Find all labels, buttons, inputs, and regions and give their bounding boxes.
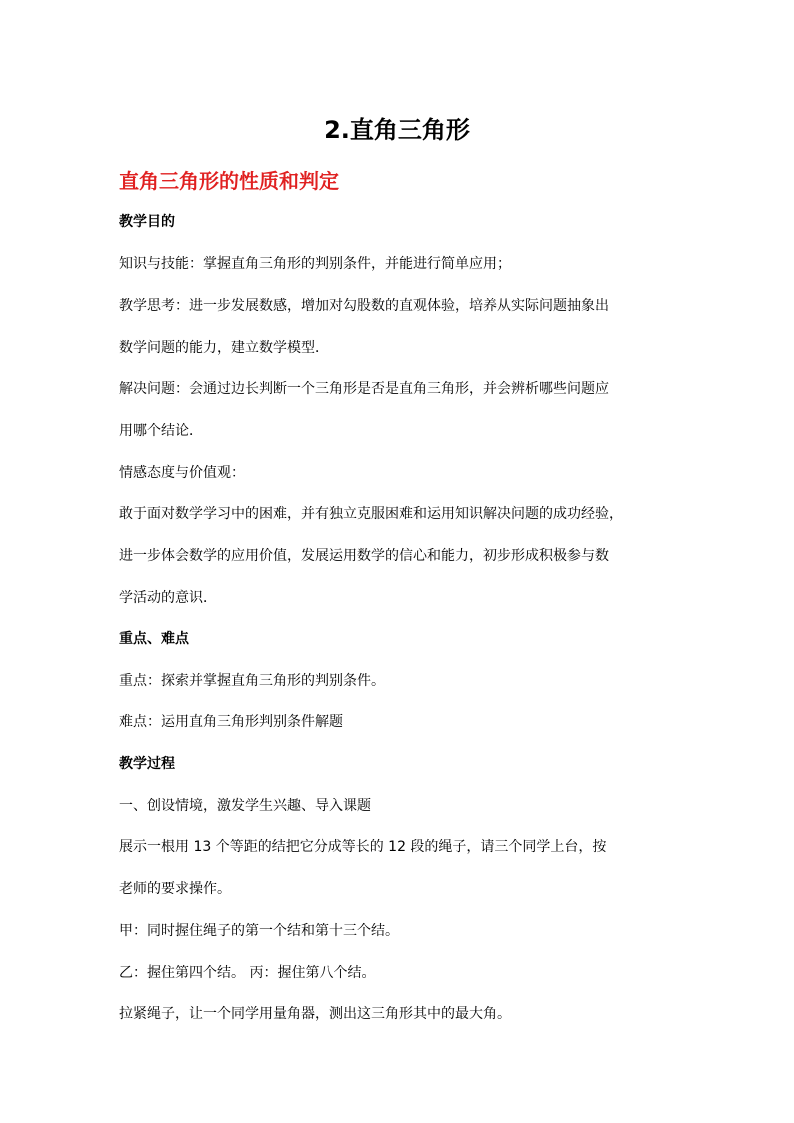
- paragraph-emotion-line3: 学活动的意识．: [119, 590, 217, 606]
- document-title: 2.直角三角形: [324, 116, 470, 144]
- paragraph-process-pull: 拉紧绳子，让一个同学用量角器，测出这三角形其中的最大角。: [119, 1006, 511, 1022]
- paragraph-thinking-line1: 教学思考：进一步发展数感，增加对勾股数的直观体验，培养从实际问题抽象出: [119, 298, 609, 314]
- section-heading-objectives: 教学目的: [119, 214, 175, 230]
- paragraph-emotion-line2: 进一步体会数学的应用价值，发展运用数学的信心和能力，初步形成积极参与数: [119, 548, 609, 564]
- paragraph-thinking-line2: 数学问题的能力，建立数学模型．: [119, 340, 329, 356]
- paragraph-emotion-line1: 敢于面对数学学习中的困难，并有独立克服困难和运用知识解决问题的成功经验，: [119, 506, 623, 522]
- paragraph-keypoint: 重点：探索并掌握直角三角形的判别条件。: [119, 673, 385, 689]
- document-subtitle: 直角三角形的性质和判定: [119, 169, 339, 193]
- paragraph-problem-line1: 解决问题：会通过边长判断一个三角形是否是直角三角形，并会辨析哪些问题应: [119, 381, 609, 397]
- paragraph-process-desc-line1: 展示一根用 13 个等距的结把它分成等长的 12 段的绳子，请三个同学上台，按: [119, 839, 607, 855]
- paragraph-knowledge-skills: 知识与技能：掌握直角三角形的判别条件，并能进行简单应用；: [119, 256, 511, 272]
- paragraph-role-jia: 甲：同时握住绳子的第一个结和第十三个结。: [119, 923, 399, 939]
- section-heading-process: 教学过程: [119, 756, 175, 772]
- paragraph-process-step1: 一、创设情境，激发学生兴趣、导入课题: [119, 798, 371, 814]
- paragraph-emotion-label: 情感态度与价值观：: [119, 465, 245, 481]
- paragraph-role-yi-bing: 乙：握住第四个结。 丙：握住第八个结。: [119, 965, 376, 981]
- section-heading-keypoints: 重点、难点: [119, 631, 189, 647]
- paragraph-problem-line2: 用哪个结论．: [119, 423, 203, 439]
- paragraph-process-desc-line2: 老师的要求操作。: [119, 881, 231, 897]
- paragraph-difficulty: 难点：运用直角三角形判别条件解题: [119, 714, 343, 730]
